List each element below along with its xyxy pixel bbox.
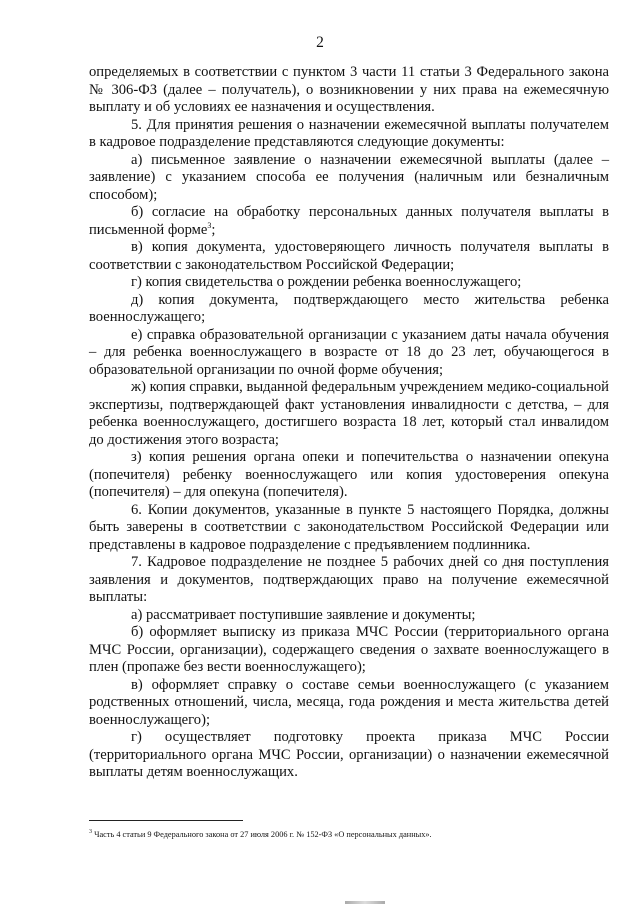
footnote-reference: 3 (207, 220, 212, 230)
list-item-5e: е) справка образовательной организации с указанием даты начала обучения – для ребенка военнослужащего в возрасте от 18 до 23 лет, обучающегося в образовательной организации по очной форме обучения; (89, 326, 609, 378)
list-item-5b-suffix: ; (211, 221, 216, 238)
list-item-7g: г) осуществляет подготовку проекта приказа МЧС России (территориального органа МЧС России, организации) о назначении ежемесячной выплаты детям военнослужащих. (89, 729, 609, 780)
list-item-5b-text: б) согласие на обработку персональных данных получателя выплаты в письменной форме (89, 204, 609, 238)
list-item-7a: а) рассматривает поступившие заявление и документы; (131, 606, 476, 623)
paragraph-intro-continuation: определяемых в соответствии с пунктом 3 части 11 статьи 3 Федерального закона № 306-ФЗ (далее – получатель), о возникновении у них права на ежемесячную выплату и об условиях ее назначения и осуществления. (89, 64, 609, 115)
list-item-5v: в) копия документа, удостоверяющего личность получателя выплаты в соответствии с законодательством Российской Федерации; (89, 239, 609, 273)
footnote-number: 3 (89, 829, 92, 835)
list-item-7v: в) оформляет справку о составе семьи военнослужащего (с указанием родственных отношений, числа, месяца, года рождения и места жительства детей военнослужащего); (89, 676, 609, 728)
paragraph-5: 5. Для принятия решения о назначении ежемесячной выплаты получателем в кадровое подразделение представляются следующие документы: (89, 116, 609, 150)
list-item-5zh: ж) копия справки, выданной федеральным учреждением медико-социальной экспертизы, подтверждающей факт установления инвалидности с детства, – для ребенка военнослужащего, достигшего возраста 18 лет, который стал инвалидом до достижения этого возраста; (89, 379, 609, 448)
paragraph-6: 6. Копии документов, указанные в пункте 5 настоящего Порядка, должны быть заверены в соответствии с законодательством Российской Федерации или представлены в кадровое подразделение с предъявлением подлинника. (89, 501, 609, 553)
paragraph-7: 7. Кадровое подразделение не позднее 5 рабочих дней со дня поступления заявления и документов, подтверждающих право на получение ежемесячной выплаты: (89, 554, 609, 605)
list-item-5a: а) письменное заявление о назначении ежемесячной выплаты (далее – заявление) с указанием способа ее получения (наличным или безналичным способом); (89, 151, 609, 203)
list-item-5b (89, 204, 609, 239)
list-item-7b: б) оформляет выписку из приказа МЧС России (территориального органа МЧС России, организации), содержащего сведения о захвате военнослужащего в плен (пропаже без вести военнослужащего); (89, 624, 609, 675)
document-body (89, 64, 609, 782)
list-item-5z: з) копия решения органа опеки и попечительства о назначении опекуна (попечителя) ребенку военнослужащего или копия удостоверения опекуна (попечителя) – для опекуна (попечителя). (89, 449, 609, 500)
page-number: 2 (316, 34, 324, 51)
footnote-text: Часть 4 статьи 9 Федерального закона от 27 июля 2006 г. № 152-ФЗ «О персональных данных». (92, 829, 432, 839)
footnote-divider (89, 820, 243, 821)
footnote (89, 827, 609, 840)
list-item-5g: г) копия свидетельства о рождении ребенка военнослужащего; (131, 274, 522, 290)
list-item-5d: д) копия документа, подтверждающего место жительства ребенка военнослужащего; (89, 291, 609, 325)
